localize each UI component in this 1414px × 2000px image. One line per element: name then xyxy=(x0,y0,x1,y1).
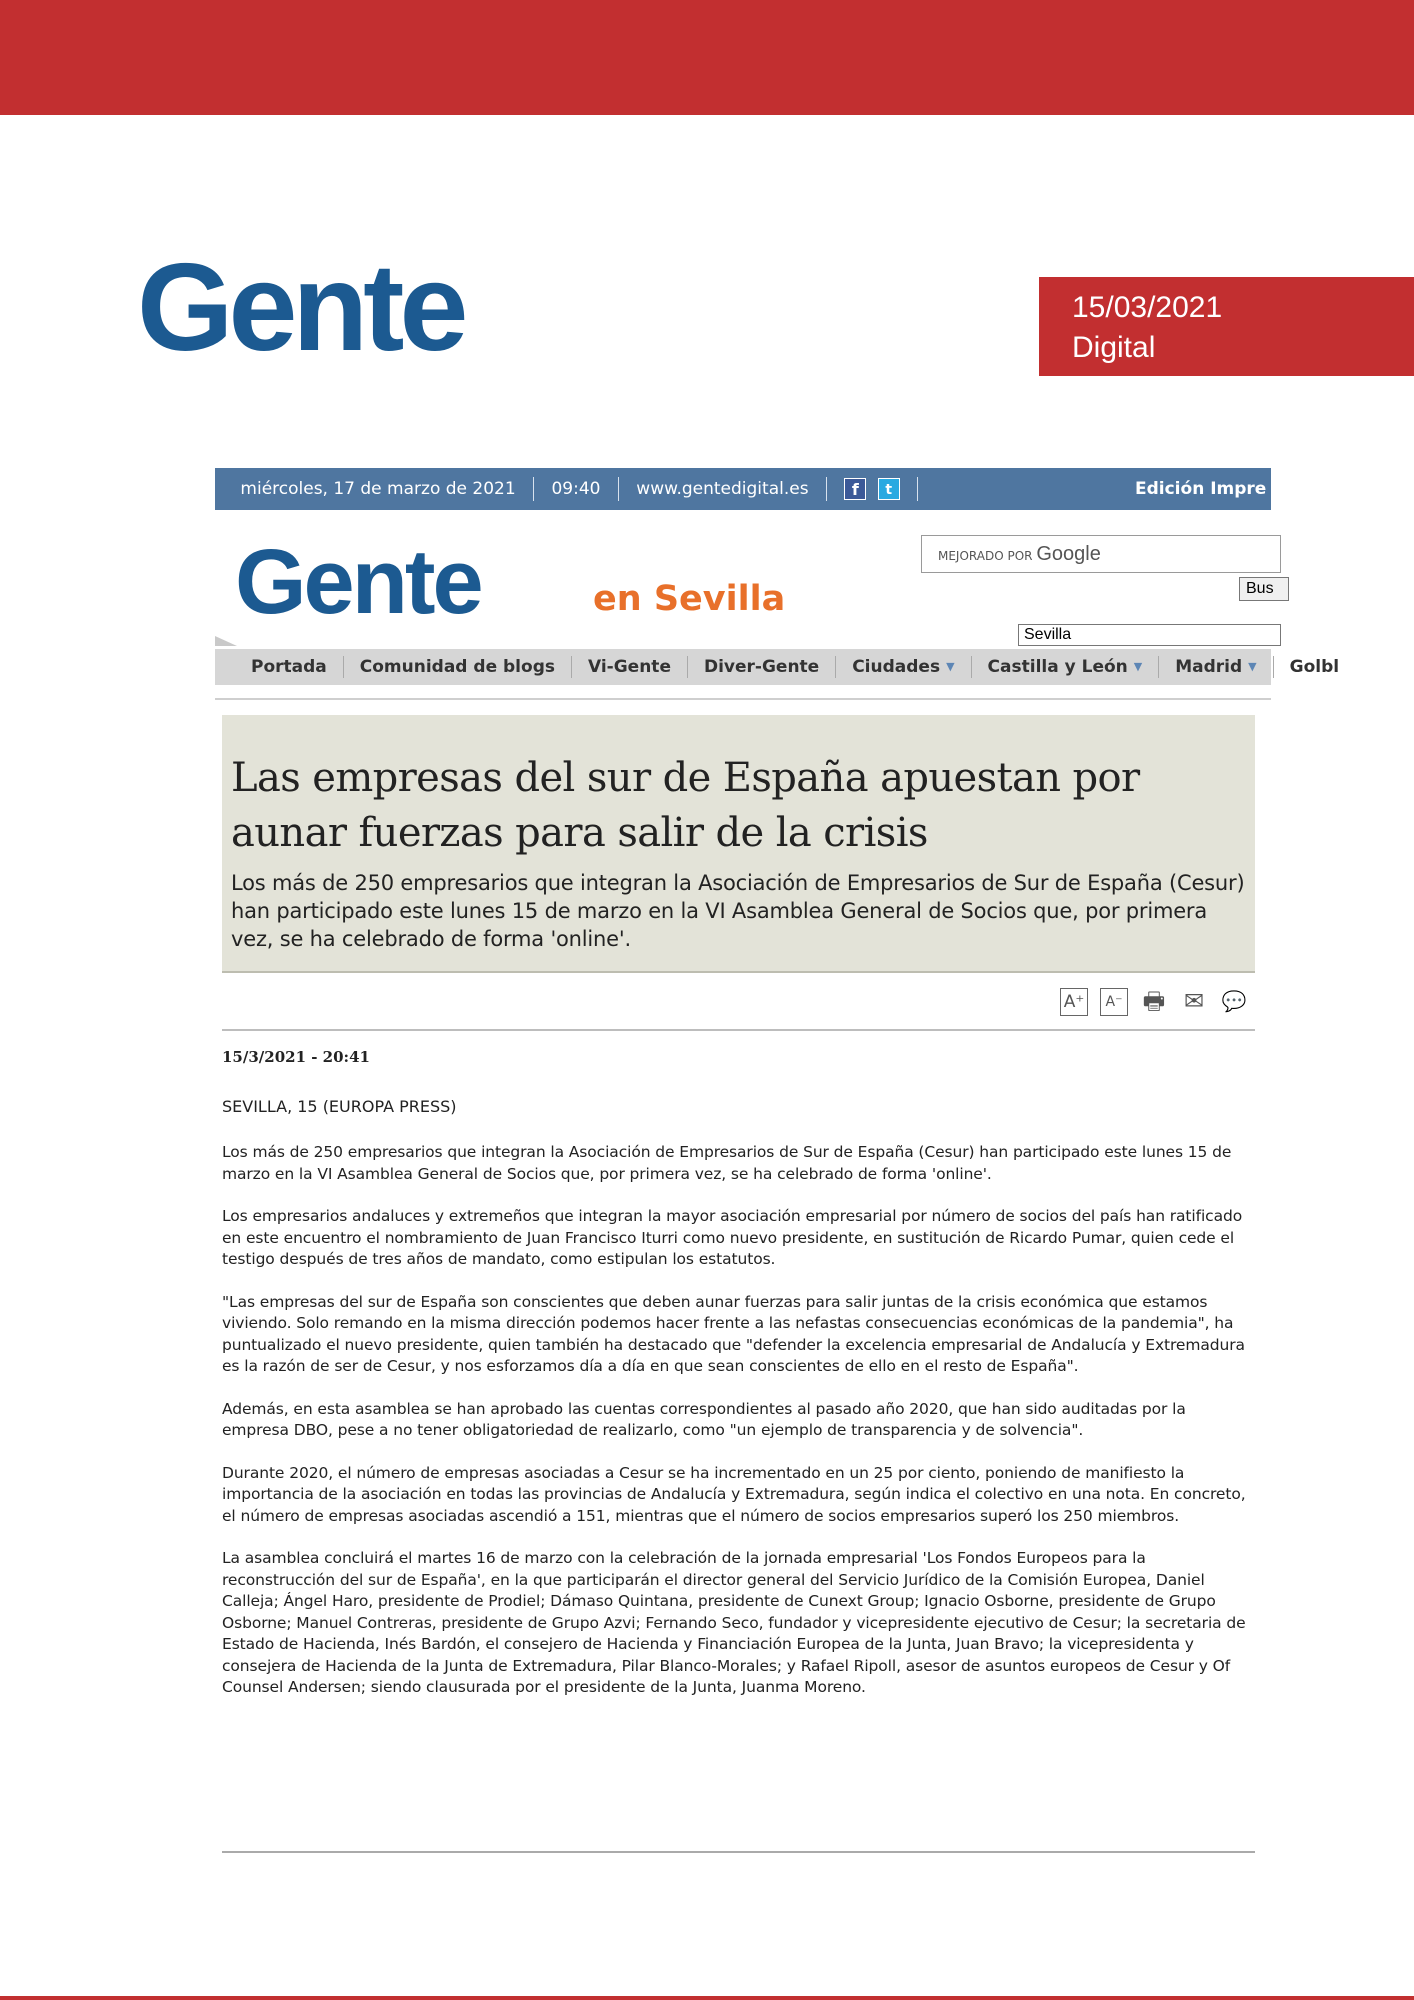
site-nav xyxy=(215,649,1340,685)
nav-item-ciudades[interactable] xyxy=(836,649,970,685)
site-city-label: en Sevilla xyxy=(593,579,786,619)
publication-date: 15/03/2021 xyxy=(1072,291,1223,324)
comment-icon[interactable]: 💬 xyxy=(1221,989,1247,1013)
web-clipping xyxy=(215,468,1340,1854)
article-paragraph: Los más de 250 empresarios que integran la Asociación de Empresarios de Sur de España (Cesur) han participado este lunes 15 de marzo en la VI Asamblea General de Socios que, por primera vez, se ha celebrado de forma 'online'. xyxy=(222,1143,1232,1183)
article-lede: Los más de 250 empresarios que integran la Asociación de Empresarios de Sur de España (Cesur) han participado este lunes 15 de marzo en la VI Asamblea General de Socios que, por primera vez, se ha celebrado de forma 'online'. xyxy=(231,871,1245,951)
strip-separator xyxy=(917,477,918,501)
publication-logo: Gente xyxy=(137,239,464,377)
nav-item-label: Madrid xyxy=(1175,657,1243,677)
article-body xyxy=(222,1142,1256,1720)
font-decrease-icon[interactable]: A⁻ xyxy=(1100,988,1128,1016)
strip-separator xyxy=(826,477,827,501)
divider xyxy=(222,1851,1255,1853)
site-date: miércoles, 17 de marzo de 2021 xyxy=(240,479,516,499)
article-headline: Las empresas del sur de España apuestan por aunar fuerzas para salir de la crisis xyxy=(231,755,1140,856)
nav-item-blogs[interactable]: Comunidad de blogs xyxy=(359,657,555,677)
nav-item-golbl[interactable]: Golbl xyxy=(1289,657,1340,677)
nav-item-portada[interactable]: Portada xyxy=(251,657,327,677)
chevron-down-icon: ▼ xyxy=(1248,660,1257,673)
google-wordmark: Google xyxy=(1036,543,1101,565)
search-input[interactable] xyxy=(921,535,1281,573)
mail-icon[interactable]: ✉ xyxy=(1183,987,1205,1015)
article-timestamp: 15/3/2021 - 20:41 xyxy=(222,1048,370,1066)
font-increase-icon[interactable]: A⁺ xyxy=(1060,988,1088,1016)
facebook-icon[interactable]: f xyxy=(844,478,866,500)
site-top-strip xyxy=(215,468,1271,510)
bottom-red-line xyxy=(0,1996,1414,2000)
article-paragraph: Además, en esta asamblea se han aprobado las cuentas correspondientes al pasado año 2020, que han sido auditadas por la empresa DBO, pese a no tener obligatoriedad de realizarlo, como "un ejemplo de transparencia y de solvencia". xyxy=(222,1399,1186,1439)
print-icon[interactable]: 🖶 xyxy=(1142,987,1166,1015)
search-button[interactable]: Bus xyxy=(1239,577,1289,601)
article-paragraph: Los empresarios andaluces y extremeños que integran la mayor asociación empresarial por número de socios del país han ratificado en este encuentro el nombramiento de Juan Francisco Iturri como nuevo presidente, en sustitución de Ricardo Pumar, quien cede el testigo después de tres años de mandato, como estipulan los estatutos. xyxy=(222,1207,1243,1268)
publication-medium: Digital xyxy=(1072,331,1156,364)
strip-separator xyxy=(533,477,534,501)
divider xyxy=(222,1029,1255,1031)
divider xyxy=(215,698,1271,700)
article-heading-box xyxy=(222,715,1255,973)
chevron-down-icon: ▼ xyxy=(946,660,955,673)
date-box xyxy=(1039,277,1414,376)
nav-item-diver-gente[interactable]: Diver-Gente xyxy=(703,657,820,677)
article-paragraph: Durante 2020, el número de empresas asociadas a Cesur se ha incrementado en un 25 por ciento, poniendo de manifiesto la importancia de la asociación en todas las provincias de Andalucía y Extremadura, según indica el colectivo en una nota. En concreto, el número de empresas asociadas ascendió a 151, mientras que el número de socios empresarios superó los 250 miembros. xyxy=(222,1463,1246,1525)
article-toolbar xyxy=(1060,988,1248,1018)
article-paragraph: "Las empresas del sur de España son conscientes que deben aunar fuerzas para salir juntas de la crisis económica que estamos viviendo. Solo remando en la misma dirección podemos hacer frente a las nefastas consecuencias económicas de la pandemia", ha puntualizado el nuevo presidente, quien también ha destacado que "defender la excelencia empresarial de Andalucía y Extremadura es la razón de ser de Cesur, y nos esforzamos día a día en que sean conscientes de ello en el resto de España". xyxy=(222,1292,1245,1375)
nav-item-madrid[interactable] xyxy=(1159,649,1272,685)
top-red-band xyxy=(0,0,1414,115)
strip-separator xyxy=(618,477,619,501)
decorative-corner xyxy=(215,636,237,646)
nav-item-vi-gente[interactable]: Vi-Gente xyxy=(587,657,671,677)
article-dateline: SEVILLA, 15 (EUROPA PRESS) xyxy=(222,1097,457,1116)
site-url-link[interactable]: www.gentedigital.es xyxy=(636,479,809,499)
chevron-down-icon: ▼ xyxy=(1133,660,1143,673)
site-time: 09:40 xyxy=(551,479,601,499)
nav-item-label: Castilla y León xyxy=(987,657,1128,677)
search-powered-label: MEJORADO POR xyxy=(938,549,1033,563)
print-edition-link[interactable]: Edición Impre xyxy=(1135,479,1267,499)
nav-item-label: Ciudades xyxy=(852,657,941,677)
twitter-icon[interactable]: t xyxy=(878,478,900,500)
article-paragraph: La asamblea concluirá el martes 16 de marzo con la celebración de la jornada empresarial 'Los Fondos Europeos para la reconstrucción del sur de España', en la que participarán el director general del Servicio Jurídico de la Comisión Europea, Daniel Calleja; Ángel Haro, presidente de Prodiel; Dámaso Quintana, presidente de Cunext Group; Ignacio Osborne, presidente de Grupo Osborne; Manuel Contreras, presidente de Grupo Azvi; Fernando Seco, fundador y vicepresidente ejecutivo de Cesur; la secretaria de Estado de Hacienda, Inés Bardón, el consejero de Hacienda y Financiación Europea de la Junta, Juan Bravo; la vicepresidenta y consejera de Hacienda de la Junta de Extremadura, Pilar Blanco-Morales; y Rafael Ripoll, asesor de asuntos europeos de Cesur y Of Counsel Andersen; siendo clausurada por el presidente de la Junta, Juanma Moreno. xyxy=(222,1549,1246,1696)
site-logo[interactable]: Gente xyxy=(235,531,481,633)
nav-item-castilla-leon[interactable] xyxy=(972,649,1159,685)
city-select[interactable]: Sevilla xyxy=(1018,624,1281,646)
